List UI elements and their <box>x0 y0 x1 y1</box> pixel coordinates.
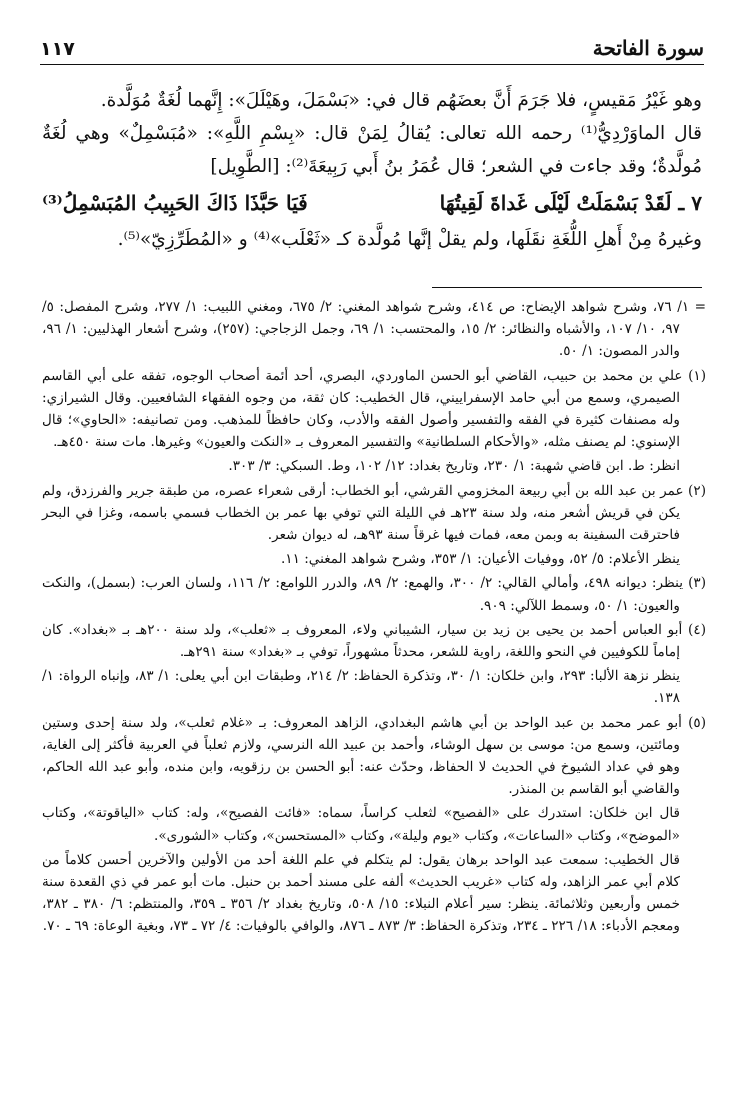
surah-title: سورة الفاتحة <box>592 36 704 60</box>
main-line-last: وغيرهُ مِنْ أَهلِ اللُّغَةِ نقَلَها، ولم يقلْ إنَّها مُولَّدة كـ «ثَعْلَب»⁽⁴⁾ و «المُطَرِّزِيّ»⁽⁵⁾. <box>117 229 702 250</box>
main-text <box>42 84 702 256</box>
main-line-1: وهو غَيْرُ مَقيسٍ، فلا جَرَمَ أَنَّ بعضَهُم قال في: «بَسْمَلَ، وهَيْلَلَ»: إِنَّهما لُغَةٌ مُوَلَّدة. <box>100 90 702 111</box>
footnote-4: (٤) أبو العباس أحمد بن يحيى بن زيد بن سيار، الشيباني ولاء، المعروف بـ «ثعلب»، ولد سنة ٢٠٠هـ بـ «بغداد». كان إماماً للكوفيين في النحو واللغة، راوية للشعر، محدثاً مشهوراً، توفي بـ «بغداد» سنة ٢٩١هـ. <box>42 621 706 661</box>
footnote-4-refs: ينظر نزهة الألبا: ٢٩٣، وابن خلكان: ١/ ٣٠، وتذكرة الحفاظ: ٢/ ٢١٤، وطبقات ابن أبي يعلى: ١/ ٨٣، وإنباه الرواة: ١/ ١٣٨. <box>42 668 681 707</box>
poetry-verse <box>42 185 702 221</box>
footnote-1-refs: انظر: ط. ابن قاضي شهبة: ١/ ٢٣٠، وتاريخ بغداد: ١٢/ ١٠٢، وط. السبكي: ٣/ ٣٠٣. <box>228 458 680 475</box>
footnote-1: (١) علي بن محمد بن حبيب، القاضي أبو الحسن الماوردي، البصري، أحد أئمة أصحاب الوجوه، تفقه على أبي القاسم الصيمري، وسمع من أبي حامد الإسفراييني، قال الخطيب: كان ثقة، من وجوه الفقهاء الشافعيين. وقال الشيرازي: وله مصنفات كثيرة في الفقه والتفسير وأصول الفقه والأدب، وكان حافظاً للمذهب. ومن تصانيفه: «الحاوي»؛ قال الإسنوي: لم يصنف مثله، «والأحكام السلطانية» والتفسير المعروف بـ «النكت والعيون» وغيرها. مات سنة ٤٥٠هـ. <box>42 367 706 451</box>
footnote-5-ibn-khallikan: قال ابن خلكان: استدرك على «الفصيح» لثعلب كراساً، سماه: «فائت الفصيح»، وله: كتاب «الياقوتة»، وكتاب «الموضح»، وكتاب «الساعات»، وكتاب «يوم وليلة»، وكتاب «المستحسن»، وكتاب «الشورى». <box>42 805 680 844</box>
footnote-2-refs: ينظر الأعلام: ٥/ ٥٢، ووفيات الأعيان: ١/ ٣٥٣، وشرح شواهد المغني: ١١. <box>280 551 680 568</box>
footnote-2: (٢) عمر بن عبد الله بن أبي ربيعة المخزومي القرشي، أبو الخطاب: أرقى شعراء عصره، من طبقة جرير والفرزدق، ولم يكن في قريش أشعر منه، ولد سنة ٢٣هـ في الليلة التي توفي بها عمر بن الخطاب فسمي باسمه، وغزا في البحر فاحترقت السفينة به وبمن معه، فمات فيها غرقاً سنة ٩٣هـ، له ديوان شعر. <box>42 482 706 544</box>
footnote-continuation: = ١/ ٧٦، وشرح شواهد الإيضاح: ص ٤١٤، وشرح شواهد المغني: ٢/ ٦٧٥، ومغني اللبيب: ١/ ٢٧٧، وشرح المفصل: ٥/ ٩٧، ١٠/ ١٠٧، والأشباه والنظائر: ٢/ ١٥، والمحتسب: ١/ ٦٩، وجمل الزجاجي: (٢٥٧)، وشرح أشعار الهذليين: ١/ ٩٦، والدر المصون: ١/ ٥٠. <box>42 299 707 360</box>
main-paragraph-2: قال الماوَرْدِيُّ⁽¹⁾ رحمه الله تعالى: يُقالُ لِمَنْ قال: «بِسْمِ اللَّهِ»: «مُبَسْمِلٌ» وهي لُغَةٌ مُولَّدةٌ؛ وقد جاءت في الشعر؛ قال عُمَرُ بنُ أَبي رَبِيعَةَ⁽²⁾: [الطَّوِيل] <box>42 123 702 177</box>
footnote-3: (٣) ينظر: ديوانه ٤٩٨، وأمالي القالي: ٢/ ٣٠٠، والهمع: ٢/ ٨٩، والدرر اللوامع: ٢/ ١١٦، ولسان العرب: (بسمل)، والنكت والعيون: ١/ ٥٠، وسمط اللآلي: ٩٠٩. <box>42 575 707 614</box>
page-header <box>40 30 704 65</box>
footnote-separator <box>432 287 702 288</box>
footnotes <box>42 296 706 940</box>
page-number: ١١٧ <box>40 38 75 60</box>
footnote-5: (٥) أبو عمر محمد بن عبد الواحد بن أبي هاشم البغدادي، الزاهد المعروف: بـ «غلام ثعلب»، ولد سنة إحدى وستين ومائتين، وسمع من: موسى بن سهل الوشاء، وأحمد بن عبيد الله النرسي، ولازم ثعلباً في العربية فأكثر إلى الغاية، وهو في عداد الشيوخ في الحديث لا الحفاظ، وحدّث عنه: أبو الحسن بن رزقويه، وابن منده، وأبو عبد الله الحاكم، والقاضي أبو القاسم بن المنذر. <box>42 714 706 798</box>
verse-first-hemistich: ٧ ـ لَقَدْ بَسْمَلَتْ لَيْلَى غَداةَ لَقِيتُهَا <box>439 191 702 215</box>
footnote-5-khatib: قال الخطيب: سمعت عبد الواحد برهان يقول: لم يتكلم في علم اللغة أحد من الأولين والآخرين أحسن كلاماً من كلام أبي عمر الزاهد، وله كتاب «غريب الحديث» ألفه على مسند أحمد بن حنبل. مات أبو عمر في ذي القعدة سنة خمس وأربعين وثلاثمائة. ينظر: سير أعلام النبلاء: ١٥/ ٥٠٨، وتاريخ بغداد ٢/ ٣٥٦ ـ ٣٥٩، والمنتظم: ٦/ ٣٨٠ ـ ٣٨٢، ومعجم الأدباء: ١٨/ ٢٢٦ ـ ٢٣٤، وتذكرة الحفاظ: ٣/ ٨٧٣ ـ ٨٧٦، والوافي بالوفيات: ٤/ ٧٢ ـ ٧٣، وبغية الوعاة: ٦٩ ـ ٧٠. <box>42 851 681 935</box>
verse-second-hemistich: فَيَا حَبَّذَا ذَاكَ الحَبِيبُ المُبَسْمِلُ⁽³⁾ <box>42 191 308 215</box>
